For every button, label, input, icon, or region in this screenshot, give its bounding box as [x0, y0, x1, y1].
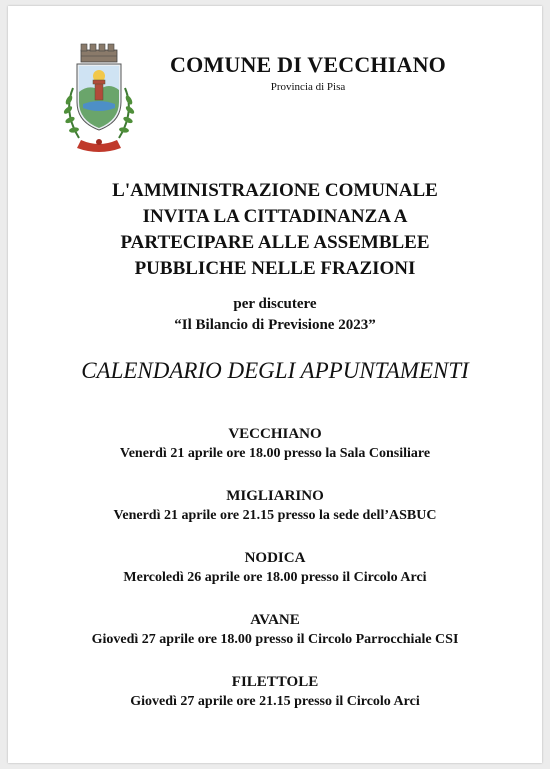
municipal-crest-icon: [55, 42, 143, 158]
appointment-item: [8, 548, 542, 610]
headline-line: L'AMMINISTRAZIONE COMUNALE: [112, 180, 438, 201]
appointment-place: NODICA: [244, 550, 306, 566]
appointment-place: VECCHIANO: [228, 426, 322, 442]
appointment-detail: Mercoledì 26 aprile ore 18.00 presso il Circolo Arci: [123, 570, 427, 585]
appointment-detail: Giovedì 27 aprile ore 18.00 presso il Circolo Parrocchiale CSI: [91, 632, 459, 647]
appointment-detail: Giovedì 27 aprile ore 21.15 presso il Circolo Arci: [130, 694, 420, 709]
calendar-title: CALENDARIO DEGLI APPUNTAMENTI: [81, 358, 469, 383]
appointment-place: AVANE: [250, 612, 300, 628]
appointment-item: [8, 486, 542, 548]
appointment-item: [8, 610, 542, 672]
announcement-headline: [8, 178, 542, 282]
purpose-topic: “Il Bilancio di Previsione 2023”: [174, 317, 376, 333]
appointment-place: MIGLIARINO: [226, 488, 324, 504]
appointment-item: [8, 424, 542, 486]
comune-name: COMUNE DI VECCHIANO: [170, 52, 446, 77]
appointment-detail: Venerdì 21 aprile ore 21.15 presso la sede dell’ASBUC: [113, 508, 437, 523]
document-header: [148, 52, 468, 94]
purpose-intro: per discutere: [233, 296, 317, 312]
headline-line: PUBBLICHE NELLE FRAZIONI: [134, 258, 416, 279]
appointment-place: FILETTOLE: [231, 674, 319, 690]
meeting-purpose: [8, 294, 542, 336]
appointments-list: [8, 424, 542, 734]
headline-line: INVITA LA CITTADINANZA A: [142, 206, 408, 227]
province-name: Provincia di Pisa: [270, 81, 346, 93]
document-page: [8, 6, 542, 763]
appointment-detail: Venerdì 21 aprile ore 18.00 presso la Sala Consiliare: [119, 446, 431, 461]
headline-line: PARTECIPARE ALLE ASSEMBLEE: [120, 232, 430, 253]
appointment-item: [8, 672, 542, 734]
